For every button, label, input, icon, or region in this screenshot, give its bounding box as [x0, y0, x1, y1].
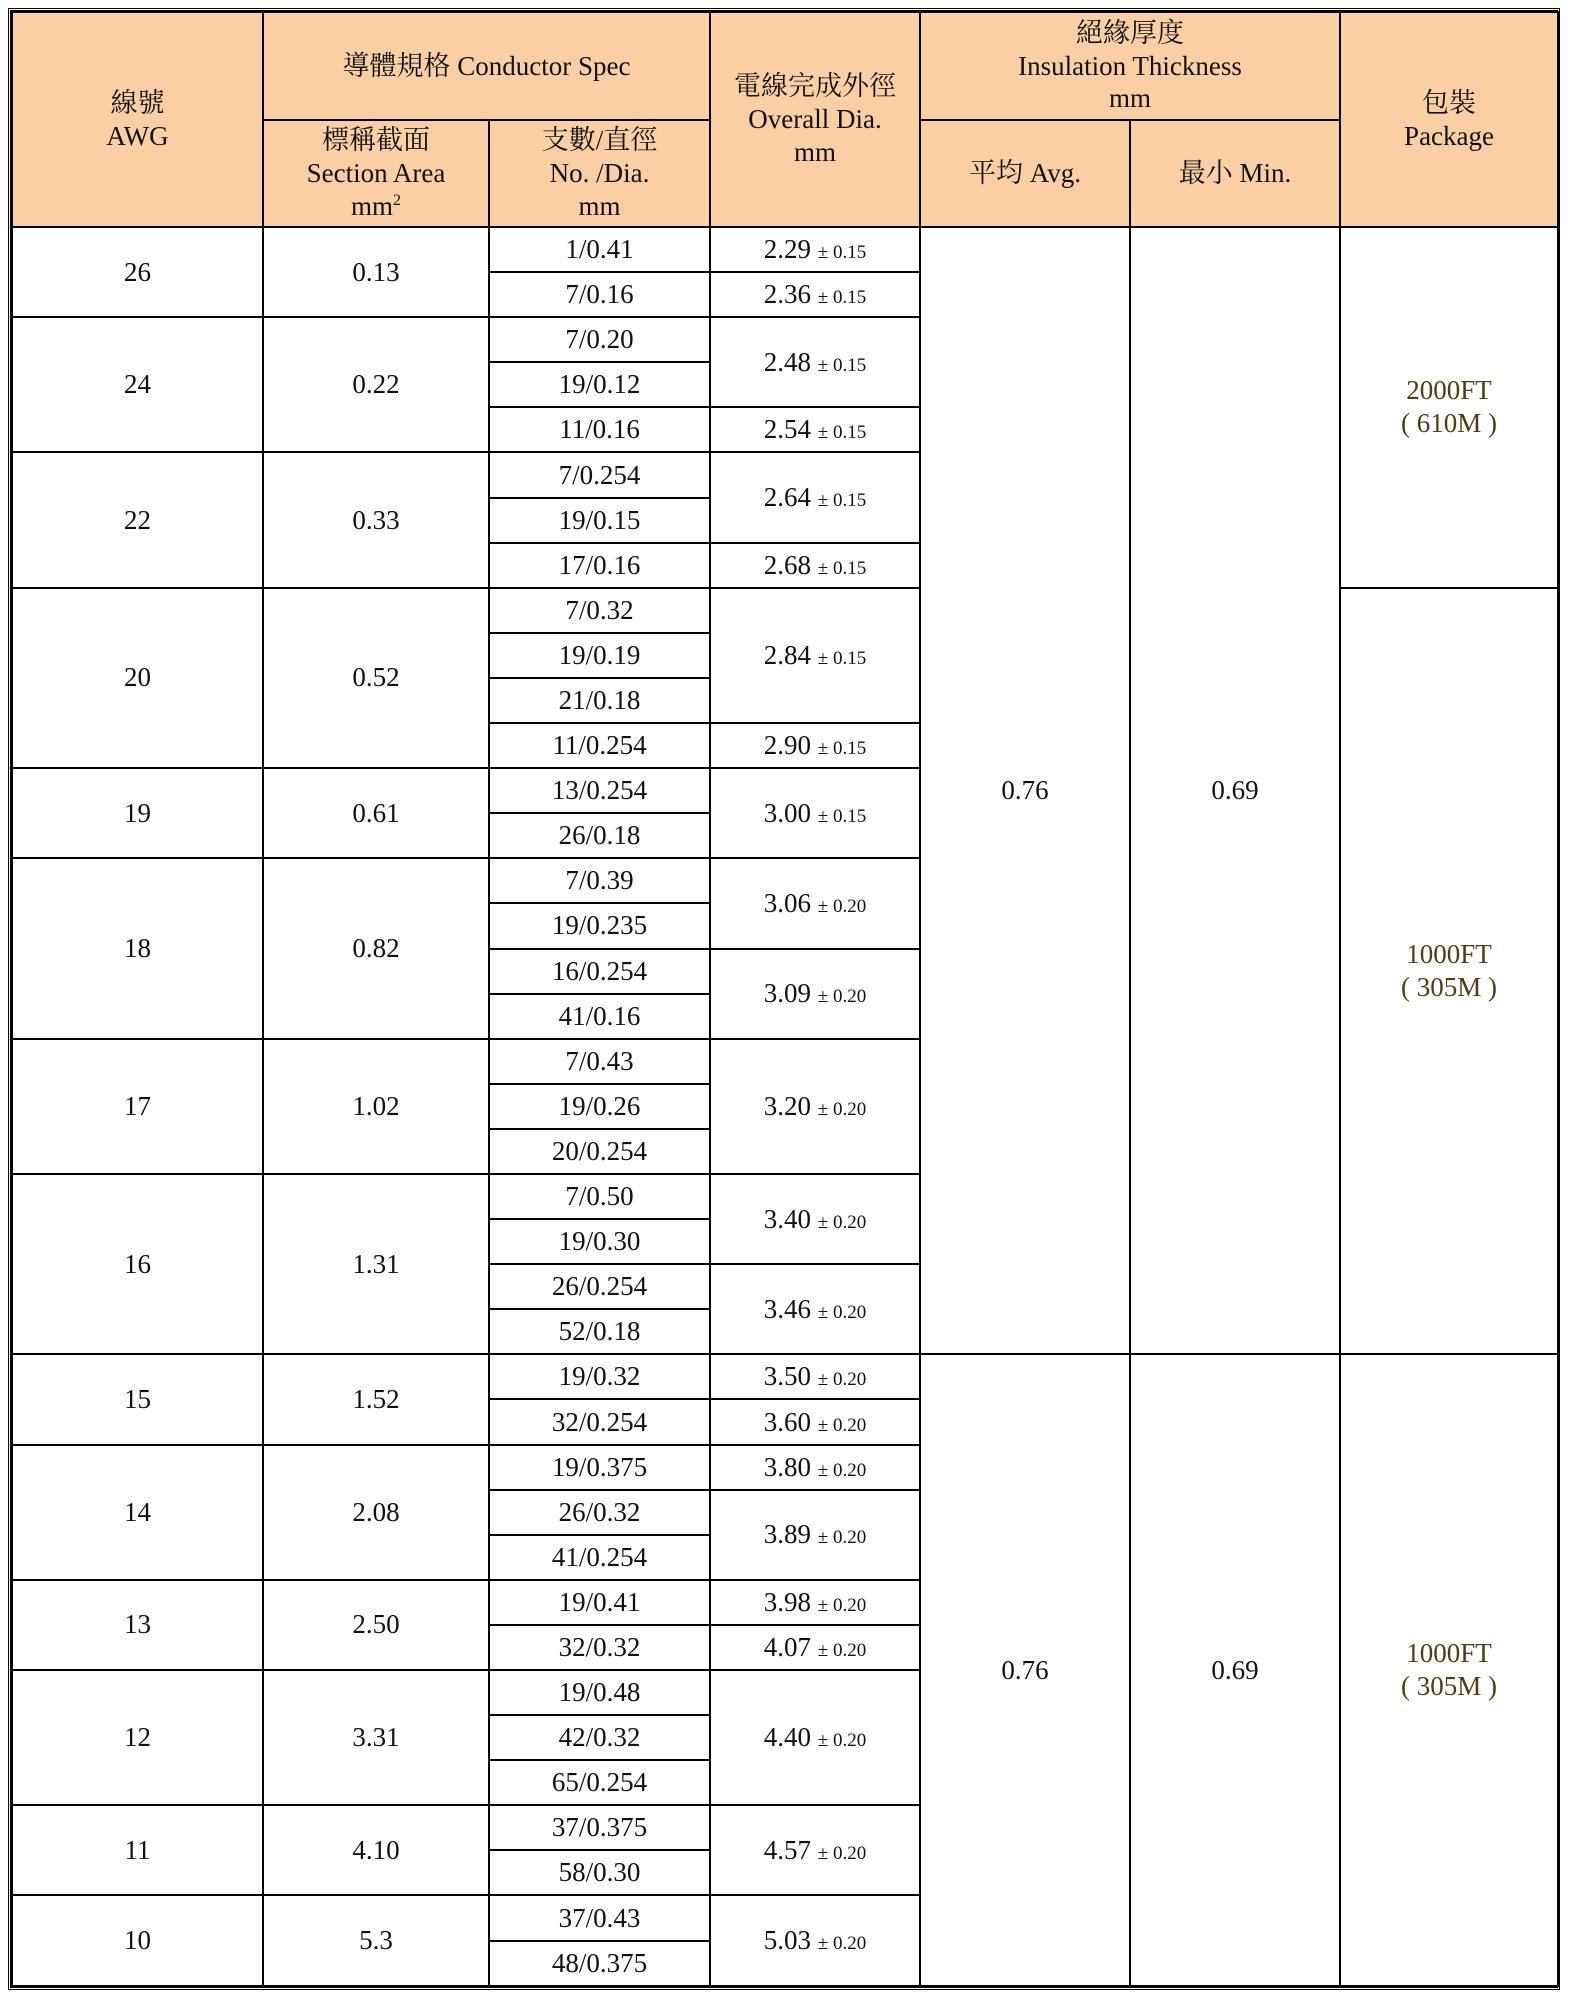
- strand-cell: 52/0.18: [489, 1309, 710, 1354]
- strand-cell: 11/0.16: [489, 407, 710, 452]
- area-cell: 3.31: [263, 1670, 489, 1805]
- insulation-avg-cell: 0.76: [920, 1354, 1130, 1985]
- dia-cell: 3.60 ± 0.20: [710, 1399, 920, 1444]
- dia-cell: 2.54 ± 0.15: [710, 407, 920, 452]
- strand-cell: 11/0.254: [489, 723, 710, 768]
- area-cell: 4.10: [263, 1805, 489, 1895]
- insulation-avg-cell: 0.76: [920, 227, 1130, 1354]
- strand-cell: 19/0.15: [489, 498, 710, 543]
- min-header: 最小 Min.: [1130, 120, 1340, 227]
- area-cell: 0.52: [263, 588, 489, 768]
- strand-cell: 26/0.18: [489, 813, 710, 858]
- insulation-header: 絕緣厚度 Insulation Thickness mm: [920, 12, 1340, 120]
- dia-cell: 3.06 ± 0.20: [710, 858, 920, 948]
- strand-cell: 7/0.50: [489, 1174, 710, 1219]
- avg-header: 平均 Avg.: [920, 120, 1130, 227]
- strand-cell: 19/0.12: [489, 362, 710, 407]
- strand-cell: 19/0.26: [489, 1084, 710, 1129]
- area-cell: 0.33: [263, 452, 489, 587]
- awg-cell: 14: [12, 1445, 263, 1580]
- package-cell: 1000FT ( 305M ): [1340, 588, 1558, 1355]
- strand-cell: 7/0.32: [489, 588, 710, 633]
- awg-cell: 26: [12, 227, 263, 317]
- table-body: [12, 227, 1558, 1986]
- area-cell: 1.02: [263, 1039, 489, 1174]
- strand-cell: 37/0.375: [489, 1805, 710, 1850]
- section-area-header: 標稱截面 Section Area $mm^2$: [263, 120, 489, 227]
- dia-cell: 2.48 ± 0.15: [710, 317, 920, 407]
- strand-cell: 32/0.254: [489, 1399, 710, 1444]
- strand-cell: 58/0.30: [489, 1850, 710, 1895]
- strand-cell: 19/0.235: [489, 903, 710, 948]
- area-cell: 1.52: [263, 1354, 489, 1444]
- dia-cell: 4.07 ± 0.20: [710, 1625, 920, 1670]
- awg-cell: 12: [12, 1670, 263, 1805]
- area-cell: 0.82: [263, 858, 489, 1038]
- dia-cell: 2.36 ± 0.15: [710, 272, 920, 317]
- strand-cell: 48/0.375: [489, 1941, 710, 1986]
- strand-cell: 19/0.30: [489, 1219, 710, 1264]
- strand-cell: 42/0.32: [489, 1715, 710, 1760]
- strand-cell: 41/0.254: [489, 1535, 710, 1580]
- package-header: 包裝 Package: [1340, 12, 1558, 227]
- dia-cell: 2.84 ± 0.15: [710, 588, 920, 723]
- table-row: [12, 1354, 1558, 1399]
- dia-cell: 3.80 ± 0.20: [710, 1445, 920, 1490]
- strand-cell: 19/0.48: [489, 1670, 710, 1715]
- dia-cell: 3.09 ± 0.20: [710, 949, 920, 1039]
- strand-cell: 7/0.254: [489, 452, 710, 497]
- insulation-min-cell: 0.69: [1130, 227, 1340, 1354]
- dia-cell: 2.68 ± 0.15: [710, 543, 920, 588]
- table-row: [12, 227, 1558, 272]
- strand-cell: 16/0.254: [489, 949, 710, 994]
- strand-cell: 1/0.41: [489, 227, 710, 272]
- strand-cell: 26/0.254: [489, 1264, 710, 1309]
- strand-cell: 7/0.16: [489, 272, 710, 317]
- dia-cell: 3.50 ± 0.20: [710, 1354, 920, 1399]
- awg-cell: 20: [12, 588, 263, 768]
- awg-cell: 15: [12, 1354, 263, 1444]
- dia-cell: 4.40 ± 0.20: [710, 1670, 920, 1805]
- awg-cell: 22: [12, 452, 263, 587]
- area-cell: 2.50: [263, 1580, 489, 1670]
- dia-cell: 3.20 ± 0.20: [710, 1039, 920, 1174]
- area-cell: 0.61: [263, 768, 489, 858]
- dia-cell: 3.89 ± 0.20: [710, 1490, 920, 1580]
- strand-cell: 21/0.18: [489, 678, 710, 723]
- area-cell: 5.3: [263, 1895, 489, 1985]
- dia-cell: 3.40 ± 0.20: [710, 1174, 920, 1264]
- wire-spec-table: [11, 11, 1559, 1987]
- dia-cell: 5.03 ± 0.20: [710, 1895, 920, 1985]
- strand-cell: 41/0.16: [489, 994, 710, 1039]
- strand-cell: 19/0.41: [489, 1580, 710, 1625]
- awg-cell: 19: [12, 768, 263, 858]
- package-cell: 1000FT ( 305M ): [1340, 1354, 1558, 1985]
- strand-header: 支數/直徑 No. /Dia. mm: [489, 120, 710, 227]
- strand-cell: 7/0.20: [489, 317, 710, 362]
- strand-cell: 19/0.32: [489, 1354, 710, 1399]
- dia-cell: 3.46 ± 0.20: [710, 1264, 920, 1354]
- awg-cell: 24: [12, 317, 263, 452]
- strand-cell: 19/0.375: [489, 1445, 710, 1490]
- dia-cell: 3.98 ± 0.20: [710, 1580, 920, 1625]
- dia-cell: 2.64 ± 0.15: [710, 452, 920, 542]
- conductor-spec-header: 導體規格 Conductor Spec: [263, 12, 710, 120]
- dia-cell: 2.29 ± 0.15: [710, 227, 920, 272]
- package-cell: 2000FT ( 610M ): [1340, 227, 1558, 588]
- awg-cell: 10: [12, 1895, 263, 1985]
- overall-dia-header: 電線完成外徑 Overall Dia. mm: [710, 12, 920, 227]
- awg-header: 線號 AWG: [12, 12, 263, 227]
- awg-cell: 17: [12, 1039, 263, 1174]
- strand-cell: 20/0.254: [489, 1129, 710, 1174]
- strand-cell: 26/0.32: [489, 1490, 710, 1535]
- strand-cell: 17/0.16: [489, 543, 710, 588]
- strand-cell: 7/0.39: [489, 858, 710, 903]
- dia-cell: 2.90 ± 0.15: [710, 723, 920, 768]
- dia-cell: 4.57 ± 0.20: [710, 1805, 920, 1895]
- strand-cell: 37/0.43: [489, 1895, 710, 1940]
- strand-cell: 19/0.19: [489, 633, 710, 678]
- strand-cell: 7/0.43: [489, 1039, 710, 1084]
- awg-cell: 16: [12, 1174, 263, 1354]
- area-cell: 1.31: [263, 1174, 489, 1354]
- table-header: [12, 12, 1558, 227]
- dia-cell: 3.00 ± 0.15: [710, 768, 920, 858]
- spec-table-frame: [8, 8, 1560, 1990]
- area-cell: 0.13: [263, 227, 489, 317]
- area-cell: 2.08: [263, 1445, 489, 1580]
- strand-cell: 13/0.254: [489, 768, 710, 813]
- insulation-min-cell: 0.69: [1130, 1354, 1340, 1985]
- awg-cell: 13: [12, 1580, 263, 1670]
- awg-cell: 18: [12, 858, 263, 1038]
- awg-cell: 11: [12, 1805, 263, 1895]
- area-cell: 0.22: [263, 317, 489, 452]
- strand-cell: 65/0.254: [489, 1760, 710, 1805]
- strand-cell: 32/0.32: [489, 1625, 710, 1670]
